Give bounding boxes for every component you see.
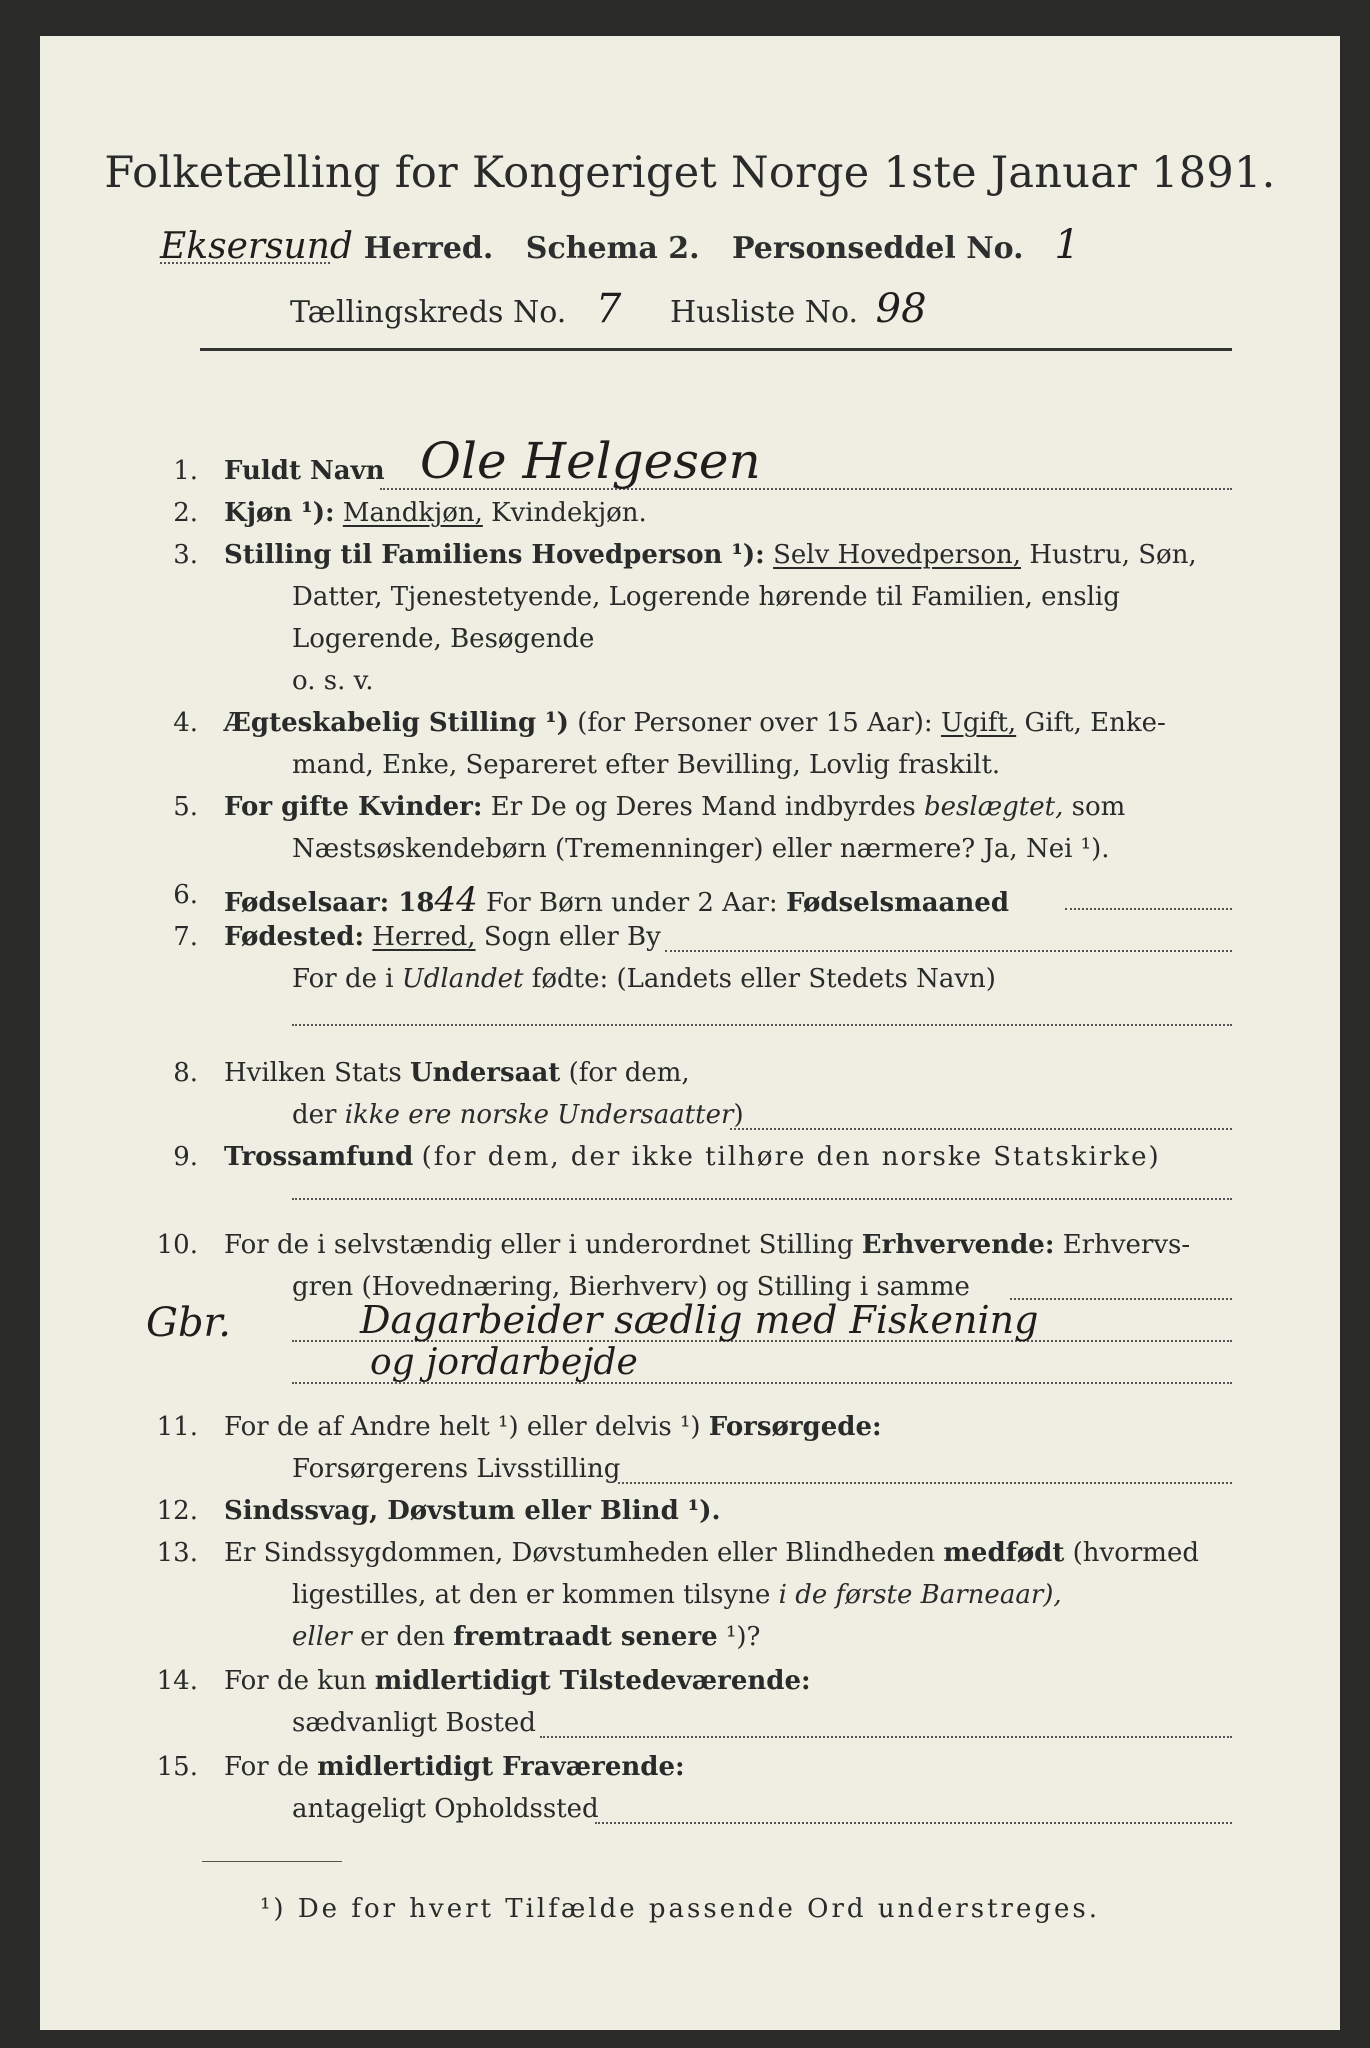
q15-answer-line (595, 1822, 1232, 1824)
footnote-rule (202, 1861, 342, 1862)
q3-options-rest: Hustru, Søn, (1029, 540, 1197, 570)
q6-answer-line (1065, 908, 1232, 910)
q13-line2-italic: i de første Barneaar), (778, 1580, 1062, 1610)
q9-text: (for dem, der ikke tilhøre den norske Statskirke) (421, 1142, 1161, 1172)
q7-answer-line (665, 950, 1232, 952)
q15-line1 (224, 1752, 685, 1782)
q13-line3-a: er den (360, 1622, 445, 1652)
q8-answer-line (730, 1128, 1232, 1130)
herred-label: Herred. (363, 231, 494, 266)
q8-c: (for dem, (568, 1058, 690, 1088)
q11-line2: Forsørgerens Livsstilling (292, 1454, 621, 1484)
q5-label: For gifte Kvinder: (224, 792, 483, 822)
schema-label: Schema 2. (525, 231, 700, 266)
census-form-sheet (40, 36, 1340, 2030)
q13-line3-bold: fremtraadt senere (453, 1622, 718, 1652)
q1-full-name-label: Fuldt Navn (224, 456, 385, 486)
q14-line2: sædvanligt Bosted (292, 1708, 536, 1738)
husliste-label: Husliste No. (669, 295, 859, 330)
q10-c: Erhvervs- (1062, 1230, 1191, 1260)
q14-a: For de kun (224, 1666, 367, 1696)
q11-line1 (224, 1412, 882, 1442)
q13-line2-a: ligestilles, at den er kommen tilsyne (292, 1580, 771, 1610)
q13-line3-c: ¹)? (725, 1622, 761, 1652)
item-number-15: 15. (156, 1752, 198, 1782)
q1-name-handwritten: Ole Helgesen (420, 432, 761, 490)
q10-a: For de i selvstændig eller i underordnet Stilling (224, 1230, 854, 1260)
q6-infant-note: For Børn under 2 Aar: (486, 888, 778, 918)
item-number-5: 5. (173, 792, 198, 822)
q5-end: som (1071, 792, 1126, 822)
item-number-9: 9. (173, 1142, 198, 1172)
q8-line2 (292, 1100, 744, 1130)
q15-a: For de (224, 1752, 309, 1782)
q10-line1 (224, 1230, 1190, 1260)
q11-a: For de af Andre helt ¹) eller delvis ¹) (224, 1412, 701, 1442)
q8-line2-b: ) (733, 1100, 744, 1130)
footnote: ¹) De for hvert Tilfælde passende Ord understreges. (260, 1894, 1101, 1924)
q12-label: Sindssvag, Døvstum eller Blind ¹). (224, 1496, 721, 1526)
q4-label: Ægteskabelig Stilling ¹) (224, 708, 569, 738)
q5-line1 (224, 792, 1125, 822)
q10-line2: gren (Hovednæring, Bierhverv) og Stilling i samme (292, 1272, 970, 1302)
q15-line2: antageligt Opholdssted (292, 1794, 599, 1824)
q8-a: Hvilken Stats (224, 1058, 402, 1088)
q9-label: Trossamfund (224, 1142, 414, 1172)
q3-line3: Logerende, Besøgende (292, 624, 595, 654)
husliste-number-handwritten: 98 (875, 286, 927, 332)
q5-italic-term: beslægtet, (924, 792, 1064, 822)
q13-line3 (292, 1622, 760, 1652)
q3-option-selv-selected: Selv Hovedperson, (773, 540, 1022, 570)
item-number-4: 4. (173, 708, 198, 738)
q4-qualifier: (for Personer over 15 Aar): (577, 708, 933, 738)
q4-line1 (224, 708, 1166, 738)
q3-label: Stilling til Familiens Hovedperson ¹): (224, 540, 765, 570)
q4-line2: mand, Enke, Separeret efter Bevilling, Lovlig fraskilt. (292, 750, 1001, 780)
q11-answer-line (618, 1482, 1232, 1484)
q14-bold: midlertidigt Tilstedeværende: (374, 1666, 811, 1696)
q7-line2-a: For de i (292, 964, 394, 994)
q4-option-ugift-selected: Ugift, (940, 708, 1017, 738)
personseddel-label: Personseddel No. (732, 231, 1024, 266)
item-number-7: 7. (173, 922, 198, 952)
item-number-1: 1. (173, 456, 198, 486)
q5-text: Er De og Deres Mand indbyrdes (490, 792, 916, 822)
item-number-6: 6. (173, 880, 198, 910)
q2-line (224, 498, 647, 528)
item-number-13: 13. (156, 1538, 198, 1568)
q9-line (224, 1142, 1161, 1172)
q8-bold: Undersaat (409, 1058, 561, 1088)
q15-bold: midlertidigt Fraværende: (317, 1752, 685, 1782)
q13-bold: medfødt (943, 1538, 1065, 1568)
q10-occupation-handwritten-1: Dagarbeider sædlig med Fiskening (360, 1298, 1039, 1342)
q6-label: Fødselsaar: 18 (224, 888, 435, 918)
item-number-3: 3. (173, 540, 198, 570)
q7-foreign-answer-line (292, 1024, 1232, 1026)
q8-line2-italic: ikke ere norske Undersaatter (344, 1100, 734, 1130)
personseddel-number-handwritten: 1 (1054, 222, 1080, 268)
q7-option-herred-selected: Herred, (372, 922, 476, 952)
q14-line1 (224, 1666, 811, 1696)
q10-prefix-handwritten: Gbr. (146, 1300, 231, 1346)
q6-month-label: Fødselsmaaned (785, 888, 1010, 918)
kreds-label: Tællingskreds No. (290, 295, 567, 330)
q3-line1 (224, 540, 1197, 570)
q7-line1 (224, 922, 661, 952)
kreds-number-handwritten: 7 (595, 286, 622, 332)
item-number-14: 14. (156, 1666, 198, 1696)
q2-label: Kjøn ¹): (224, 498, 335, 528)
q9-answer-line (292, 1198, 1232, 1200)
q6-year-handwritten: 44 (434, 880, 478, 920)
item-number-10: 10. (156, 1230, 198, 1260)
q2-option-kvindekjon: Kvindekjøn. (491, 498, 647, 528)
q10-occupation-handwritten-2: og jordarbejde (370, 1342, 638, 1383)
q11-bold: Forsørgede: (708, 1412, 882, 1442)
q7-line2 (292, 964, 996, 994)
q7-label: Fødested: (224, 922, 365, 952)
q13-line1 (224, 1538, 1199, 1568)
q6-line (224, 880, 1009, 920)
q5-line2: Næstsøskendebørn (Tremenninger) eller nærmere? Ja, Nei ¹). (292, 834, 1110, 864)
q7-line2-b: fødte: (Landets eller Stedets Navn) (531, 964, 996, 994)
q10-answer-line-1 (1010, 1298, 1232, 1300)
item-number-12: 12. (156, 1496, 198, 1526)
q7-line2-italic: Udlandet (401, 964, 524, 994)
q14-answer-line (540, 1736, 1232, 1738)
q2-option-mandkjon-selected: Mandkjøn, (342, 498, 483, 528)
kreds-line (290, 286, 927, 332)
q13-line3-italic: eller (292, 1622, 352, 1652)
form-title: Folketælling for Kongeriget Norge 1ste Januar 1891. (104, 148, 1276, 198)
q8-line1 (224, 1058, 690, 1088)
item-number-2: 2. (173, 498, 198, 528)
q8-line2-a: der (292, 1100, 337, 1130)
header-rule (200, 348, 1232, 351)
item-number-8: 8. (173, 1058, 198, 1088)
herred-dotted-line (160, 262, 330, 264)
q13-a: Er Sindssygdommen, Døvstumheden eller Blindheden (224, 1538, 936, 1568)
herred-name-handwritten: Eksersund (160, 226, 353, 267)
q13-c: (hvormed (1072, 1538, 1199, 1568)
q7-options-rest: Sogn eller By (483, 922, 661, 952)
q4-options-rest: Gift, Enke- (1024, 708, 1166, 738)
q3-line2: Datter, Tjenestetyende, Logerende hørende til Familien, enslig (292, 582, 1120, 612)
q13-line2 (292, 1580, 1062, 1610)
q3-line4: o. s. v. (292, 666, 374, 696)
q10-bold: Erhvervende: (861, 1230, 1055, 1260)
item-number-11: 11. (156, 1412, 198, 1442)
